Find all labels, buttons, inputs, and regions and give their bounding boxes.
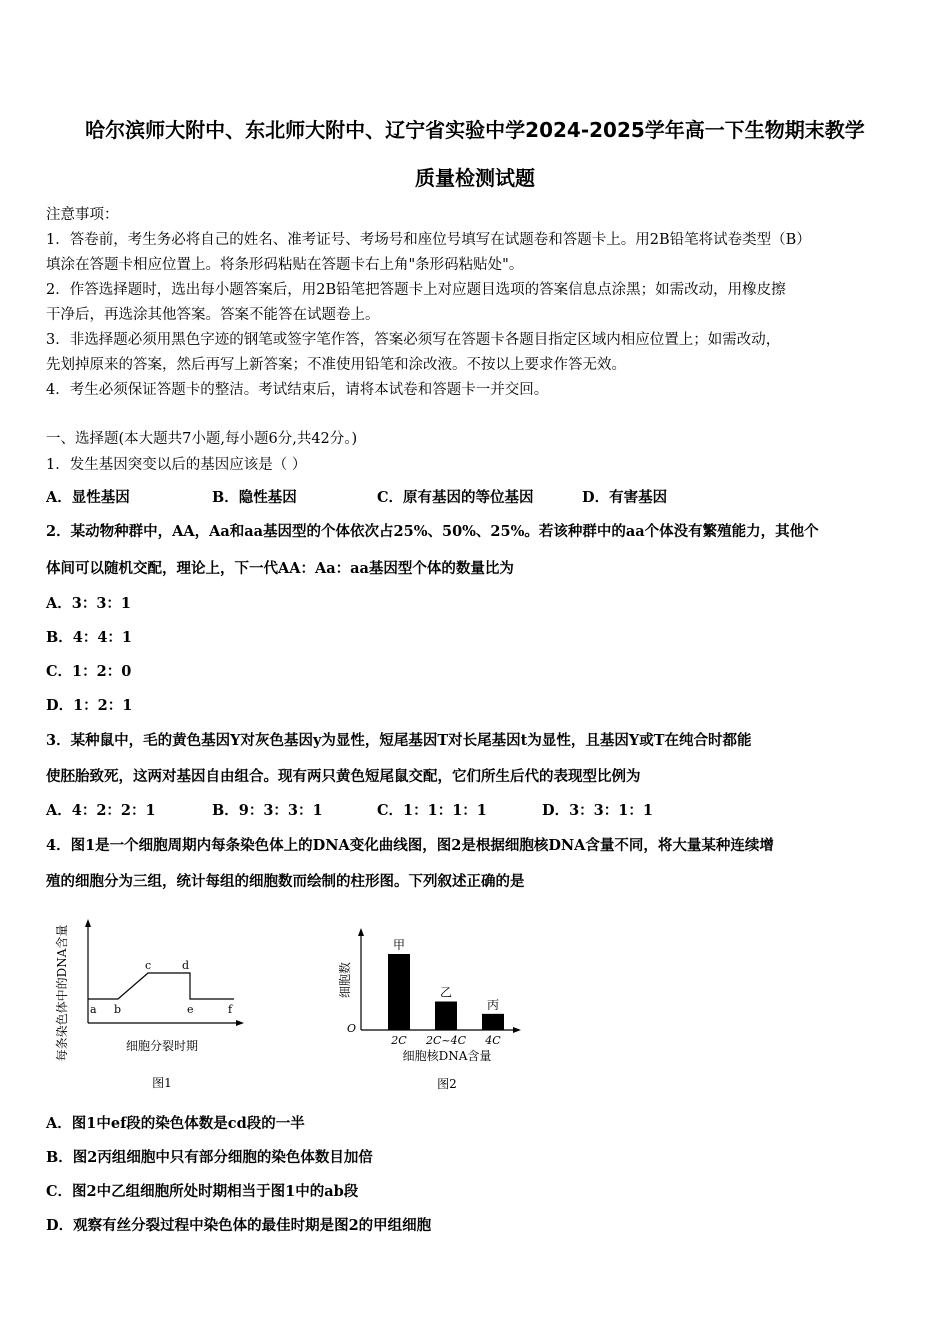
fig2-bar-label-0: 甲 — [392, 938, 406, 952]
q4-option-c: C．图2中乙组细胞所处时期相当于图1中的ab段 — [46, 1183, 359, 1200]
fig2-bar-label-2: 丙 — [486, 997, 500, 1012]
q3-option-a: A．4：2：2：1 — [46, 802, 156, 819]
fig2-origin: O — [347, 1022, 357, 1035]
fig1-point-c: c — [145, 959, 152, 972]
q1-option-c: C．原有基因的等位基因 — [377, 489, 534, 506]
fig2-x-arrow — [513, 1027, 521, 1033]
fig2-bar-label-1: 乙 — [439, 985, 453, 1000]
fig1-point-d: d — [182, 959, 190, 972]
page-title-line1: 哈尔滨师大附中、东北师大附中、辽宁省实验中学2024-2025学年高一下生物期末教学 — [85, 118, 865, 142]
fig2-xlabel: 细胞核DNA含量 — [402, 1049, 492, 1063]
fig2-tick-label-0: 2C — [391, 1034, 407, 1047]
section-heading: 一、选择题(本大题共7小题,每小题6分,共42分。) — [46, 431, 358, 447]
fig2-bar-0 — [388, 954, 410, 1030]
fig2-y-arrow — [358, 928, 364, 936]
notice-heading: 注意事项： — [46, 207, 119, 223]
fig1-point-e: e — [187, 1003, 194, 1016]
notice-line: 2．作答选择题时，选出每小题答案后，用2B铅笔把答题卡上对应题目选项的答案信息点涂黑；如需改动，用橡皮擦 — [46, 282, 786, 298]
q4-stem-line1: 4．图1是一个细胞周期内每条染色体上的DNA变化曲线图，图2是根据细胞核DNA含量不同，将大量某种连续增 — [46, 837, 774, 854]
q4-option-a: A．图1中ef段的染色体数是cd段的一半 — [46, 1115, 305, 1132]
fig1-caption: 图1 — [152, 1076, 172, 1090]
notice-line: 3．非选择题必须用黑色字迹的钢笔或签字笔作答，答案必须写在答题卡各题目指定区域内相应位置上；如需改动， — [46, 332, 781, 348]
q2-option-c: C．1：2：0 — [46, 663, 132, 680]
fig1-xlabel: 细胞分裂时期 — [125, 1039, 199, 1053]
notice-line: 1．答卷前，考生务必将自己的姓名、准考证号、考场号和座位号填写在试题卷和答题卡上。用2B铅笔将试卷类型（B） — [46, 232, 811, 248]
q2-option-d: D．1：2：1 — [46, 697, 133, 714]
q2-stem-line2: 体间可以随机交配，理论上，下一代AA：Aa：aa基因型个体的数量比为 — [46, 560, 514, 577]
notice-line: 4．考生必须保证答题卡的整洁。考试结束后，请将本试卷和答题卡一并交回。 — [46, 382, 549, 398]
q4-option-d: D．观察有丝分裂过程中染色体的最佳时期是图2的甲组细胞 — [46, 1217, 432, 1234]
figure-1 — [50, 905, 250, 1095]
fig1-point-f: f — [228, 1003, 233, 1016]
fig2-tick-label-1: 2C~4C — [425, 1034, 467, 1047]
q2-stem-line1: 2．某动物种群中，AA，Aa和aa基因型的个体依次占25%、50%、25%。若该种群中的aa个体没有繁殖能力，其他个 — [46, 523, 819, 540]
q4-stem-line2: 殖的细胞分为三组，统计每组的细胞数而绘制的柱形图。下列叙述正确的是 — [46, 873, 525, 890]
page-title-line2: 质量检测试题 — [415, 166, 535, 190]
fig2-bar-2 — [482, 1014, 504, 1030]
q3-stem-line1: 3．某种鼠中，毛的黄色基因Y对灰色基因y为显性，短尾基因T对长尾基因t为显性，且基因Y或T在纯合时都能 — [46, 732, 752, 749]
q3-option-b: B．9：3：3：1 — [212, 802, 323, 819]
fig1-y-arrow — [85, 919, 91, 927]
fig2-ylabel: 细胞数 — [338, 961, 352, 999]
q3-option-c: C．1：1：1：1 — [377, 802, 487, 819]
fig2-tick-label-2: 4C — [485, 1034, 501, 1047]
q1-option-b: B．隐性基因 — [212, 489, 297, 506]
figure-2-chart — [335, 920, 535, 1098]
notice-line: 干净后，再选涂其他答案。答案不能答在试题卷上。 — [46, 307, 380, 323]
q4-option-b: B．图2丙组细胞中只有部分细胞的染色体数目加倍 — [46, 1149, 373, 1166]
fig1-curve — [88, 973, 234, 999]
fig1-point-a: a — [90, 1003, 97, 1016]
q1-stem: 1．发生基因突变以后的基因应该是（ ） — [46, 457, 307, 473]
q2-option-a: A．3：3：1 — [46, 595, 132, 612]
notice-line: 填涂在答题卡相应位置上。将条形码粘贴在答题卡右上角"条形码粘贴处"。 — [46, 257, 524, 273]
q3-option-d: D．3：3：1：1 — [542, 802, 653, 819]
fig1-point-b: b — [114, 1003, 122, 1016]
q2-option-b: B．4：4：1 — [46, 629, 133, 646]
fig1-x-arrow — [236, 1020, 244, 1026]
fig1-ylabel: 每条染色体中的DNA含量 — [55, 924, 69, 1062]
fig2-caption: 图2 — [437, 1077, 457, 1091]
fig2-bar-1 — [435, 1002, 457, 1031]
q1-option-d: D．有害基因 — [582, 489, 668, 506]
q1-option-a: A．显性基因 — [46, 489, 130, 506]
notice-line: 先划掉原来的答案，然后再写上新答案；不准使用铅笔和涂改液。不按以上要求作答无效。 — [46, 357, 626, 373]
q3-stem-line2: 使胚胎致死，这两对基因自由组合。现有两只黄色短尾鼠交配，它们所生后代的表现型比例为 — [46, 768, 641, 785]
